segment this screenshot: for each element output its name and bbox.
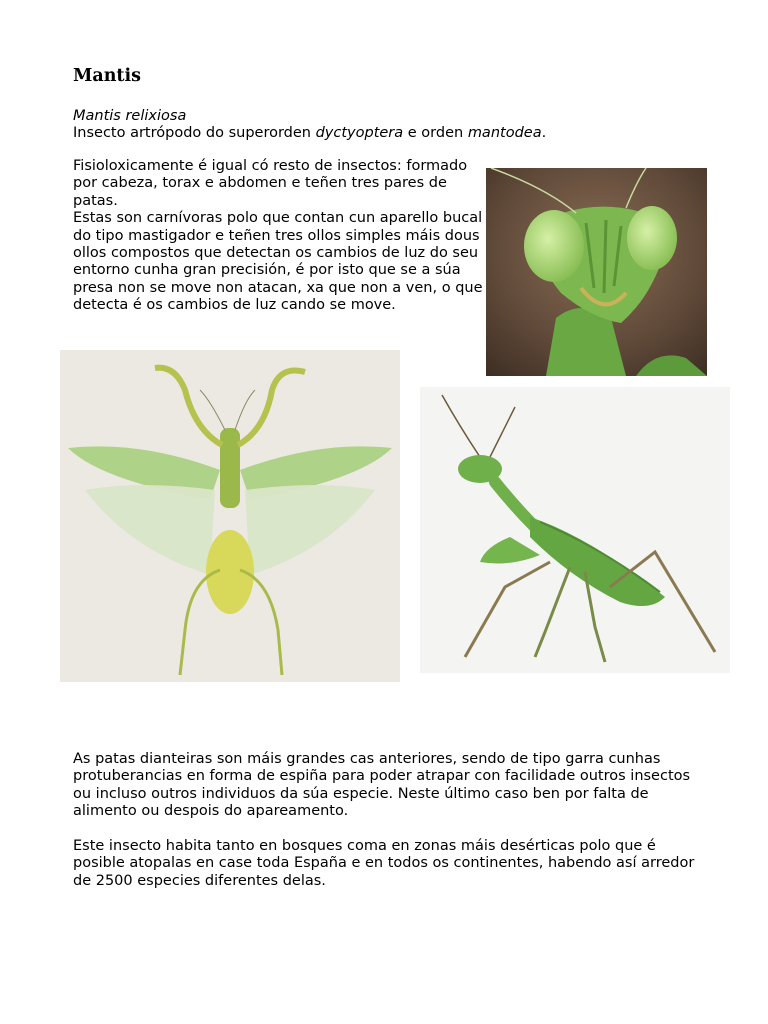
page-title: Mantis [73,66,142,86]
paragraph-habitat: Este insecto habita tanto en bosques coma en zonas máis desérticas polo que é posible atopalas en case toda España e en todos os continentes, habendo así arredor de 2500 especies diferentes delas. [73,838,695,889]
intro-block [73,108,673,143]
classification-line [73,125,673,142]
mantis-head-photo [486,168,707,376]
paragraph-carnivore: Estas son carnívoras polo que contan cun aparello bucal do tipo mastigador e teñen tres ollos simples máis dous ollos compostos que detectan os cambios de luz do seu entorno cunha gran precisión, é por isto que se a súa presa non se move non atacan, xa que non a ven, o que detecta é os cambios de luz cando se move. [73,210,483,314]
classification-suffix: . [541,125,547,142]
order-name: mantodea [467,125,542,142]
mantis-standing-photo [420,387,730,673]
behaviour-habitat-text [73,751,703,908]
physiology-text [73,158,485,315]
paragraph-legs: As patas dianteiras son máis grandes cas anteriores, sendo de tipo garra cunhas protuberancias en forma de espiña para poder atrapar con facilidade outros insectos ou incluso outros individuos da súa especie. Neste último caso ben por falta de alimento ou despois do apareamento. [73,751,691,820]
paragraph-physiology: Fisioloxicamente é igual có resto de insectos: formado por cabeza, torax e abdomen e teñen tres pares de patas. [73,158,468,209]
mantis-spread-wings-photo [60,350,400,682]
superorder-name: dyctyoptera [315,125,404,142]
scientific-name: Mantis relixiosa [73,108,187,124]
classification-middle: e orden [403,125,468,142]
classification-prefix: Insecto artrópodo do superorden [73,125,316,142]
